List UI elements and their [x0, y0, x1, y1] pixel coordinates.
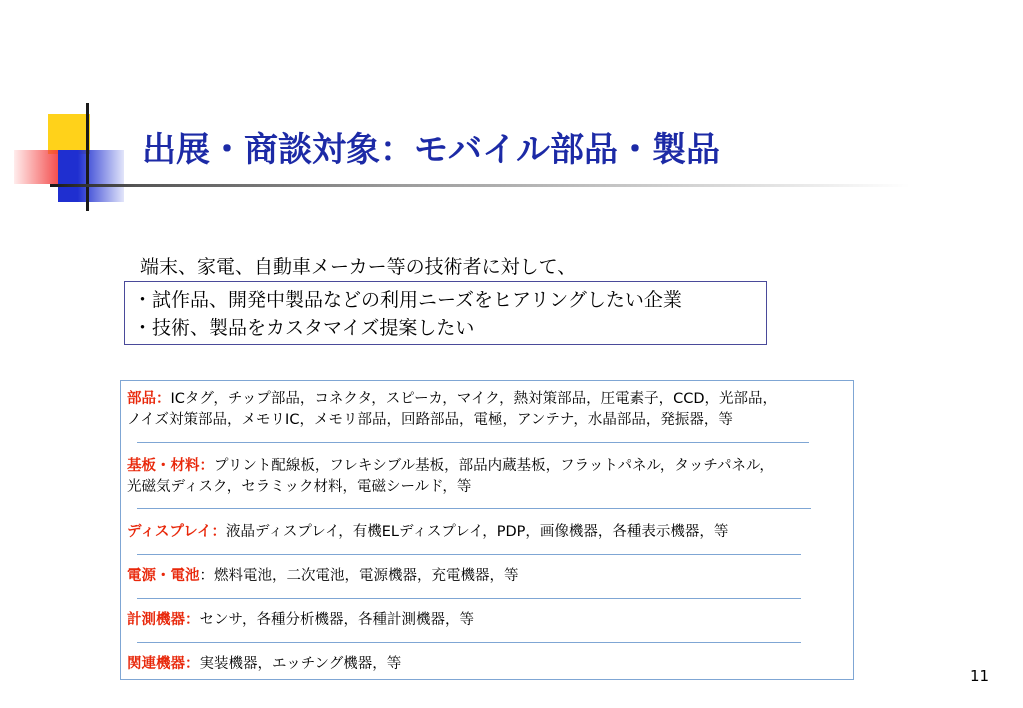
category-related-equipment [127, 654, 401, 675]
intro-text: 端末、家電、自動車メーカー等の技術者に対して、 [140, 256, 577, 278]
slide-title: 出展・商談対象：モバイル部品・製品 [142, 130, 720, 170]
decor-yellow-square [48, 114, 90, 154]
category-items: ：燃料電池，二次電池，電源機器，充電機器，等 [199, 568, 519, 584]
category-parts [127, 389, 777, 431]
separator-line [137, 598, 801, 599]
category-items: プリント配線板，フレキシブル基板，部品内蔵基板，フラットパネル，タッチパネル， [214, 458, 774, 474]
category-label: ディスプレイ： [127, 524, 227, 540]
page-number: 11 [970, 667, 990, 685]
decor-blue-square [58, 150, 124, 202]
category-boards-materials [127, 456, 774, 498]
separator-line [137, 554, 801, 555]
separator-line [137, 642, 801, 643]
category-items: ノイズ対策部品，メモリIC，メモリ部品，回路部品，電極，アンテナ，水晶部品，発振器，等 [127, 412, 733, 428]
category-box [120, 380, 854, 680]
category-label: 計測機器： [127, 612, 200, 628]
category-power-battery [127, 566, 519, 587]
separator-line [137, 442, 809, 443]
category-items: ICタグ，チップ部品，コネクタ，スピーカ，マイク，熱対策部品，圧電素子，CCD，光部品， [170, 391, 778, 407]
purpose-item: ・技術、製品をカスタマイズ提案したい [133, 317, 475, 339]
purpose-box [124, 281, 767, 345]
category-label: 電源・電池 [127, 568, 200, 584]
category-display [127, 522, 728, 543]
category-label: 部品： [127, 391, 171, 407]
category-items: センサ，各種分析機器，各種計測機器，等 [199, 612, 474, 628]
decor-vertical-line [86, 103, 89, 211]
title-underline [50, 184, 910, 187]
purpose-item: ・試作品、開発中製品などの利用ニーズをヒアリングしたい企業 [133, 289, 682, 311]
category-items: 液晶ディスプレイ，有機ELディスプレイ，PDP，画像機器，各種表示機器，等 [226, 524, 729, 540]
separator-line [137, 508, 811, 509]
category-items: 実装機器，エッチング機器，等 [199, 656, 402, 672]
category-items: 光磁気ディスク，セラミック材料，電磁シールド，等 [127, 479, 472, 495]
category-measurement [127, 610, 474, 631]
category-label: 関連機器： [127, 656, 200, 672]
category-label: 基板・材料： [127, 458, 214, 474]
